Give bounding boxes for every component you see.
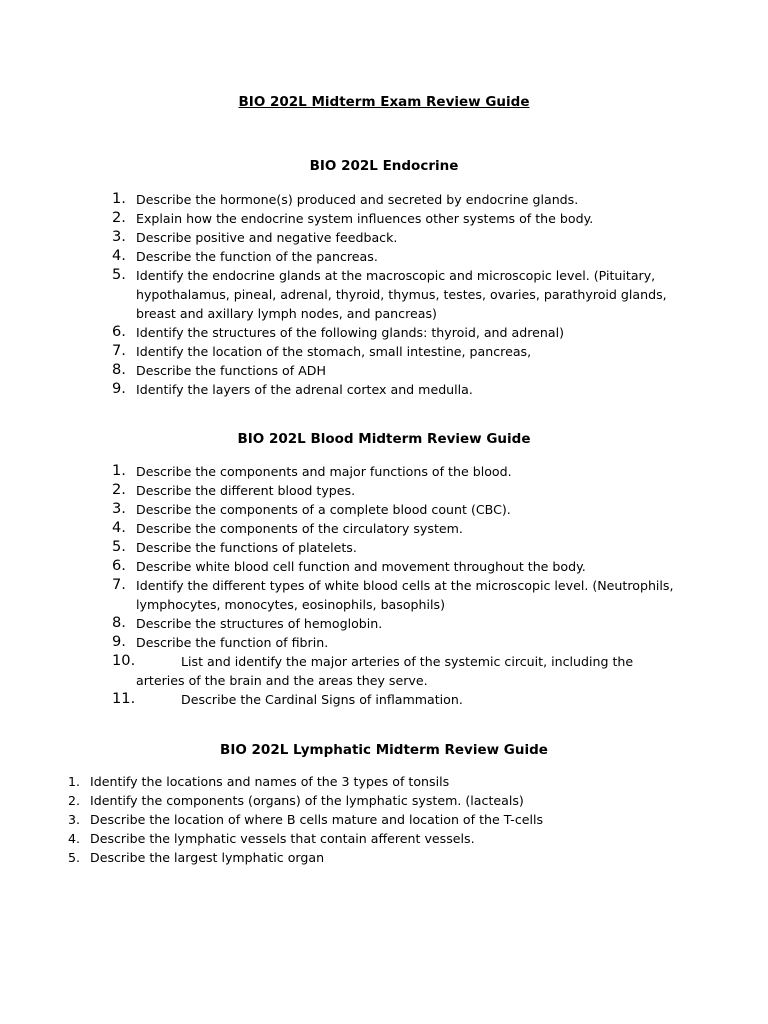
list-item [112, 342, 682, 361]
section-heading-blood: BIO 202L Blood Midterm Review Guide [237, 431, 531, 447]
item-number: 7. [112, 576, 126, 593]
item-text: Identify the endocrine glands at the macroscopic and microscopic level. (Pituitary, hypothalamus, pineal, adrenal, thyroid, thymus, testes, ovaries, parathyroid glands, breast and axillary lymph nodes, and pancreas) [136, 268, 667, 321]
item-text: Describe the structures of hemoglobin. [136, 616, 383, 631]
list-item [112, 633, 682, 652]
list-item [112, 576, 682, 614]
item-text: Identify the layers of the adrenal cortex and medulla. [136, 382, 473, 397]
item-number: 8. [112, 614, 126, 631]
item-number: 1. [68, 774, 81, 789]
list-item [112, 247, 682, 266]
item-number: 3. [112, 228, 126, 245]
endocrine-list [112, 190, 682, 399]
list-item [112, 209, 682, 228]
lymphatic-list [62, 772, 682, 867]
list-item [112, 228, 682, 247]
list-item [112, 557, 682, 576]
item-text: Explain how the endocrine system influences other systems of the body. [136, 211, 594, 226]
item-text: Describe the components and major functions of the blood. [136, 464, 512, 479]
list-item [62, 829, 682, 848]
item-number: 1. [112, 462, 126, 479]
list-item [112, 361, 682, 380]
item-text: Describe the components of a complete blood count (CBC). [136, 502, 511, 517]
item-text: Identify the different types of white blood cells at the microscopic level. (Neutrophils, lymphocytes, monocytes, eosinophils, basophils) [136, 578, 674, 612]
item-number: 4. [112, 247, 126, 264]
list-item [112, 500, 682, 519]
item-text: Describe the hormone(s) produced and secreted by endocrine glands. [136, 192, 579, 207]
item-text: Describe the components of the circulatory system. [136, 521, 463, 536]
item-text: Describe white blood cell function and movement throughout the body. [136, 559, 586, 574]
item-number: 5. [112, 266, 126, 283]
section-heading-lymphatic: BIO 202L Lymphatic Midterm Review Guide [220, 742, 548, 758]
item-text: Describe the lymphatic vessels that contain afferent vessels. [90, 831, 475, 846]
list-item [62, 848, 682, 867]
document-title: BIO 202L Midterm Exam Review Guide [238, 94, 530, 110]
item-number: 7. [112, 342, 126, 359]
item-number: 8. [112, 361, 126, 378]
list-item [112, 462, 682, 481]
list-item [112, 266, 682, 323]
item-text: Describe the functions of ADH [136, 363, 326, 378]
item-text: Identify the components (organs) of the lymphatic system. (lacteals) [90, 793, 524, 808]
item-number: 10. [112, 652, 136, 669]
item-number: 3. [68, 812, 81, 827]
item-number: 5. [112, 538, 126, 555]
item-text: Describe the largest lymphatic organ [90, 850, 325, 865]
item-text: Describe positive and negative feedback. [136, 230, 398, 245]
item-text: List and identify the major arteries of the systemic circuit, including the arteries of the brain and the areas they serve. [136, 654, 634, 688]
item-number: 11. [112, 690, 136, 707]
list-item [62, 772, 682, 791]
item-number: 1. [112, 190, 126, 207]
item-number: 4. [68, 831, 81, 846]
item-text: Describe the functions of platelets. [136, 540, 357, 555]
list-item [112, 323, 682, 342]
list-item [112, 538, 682, 557]
item-text: Identify the structures of the following glands: thyroid, and adrenal) [136, 325, 565, 340]
list-item [112, 481, 682, 500]
item-number: 6. [112, 323, 126, 340]
section-heading-endocrine: BIO 202L Endocrine [309, 158, 459, 174]
item-number: 3. [112, 500, 126, 517]
item-number: 6. [112, 557, 126, 574]
list-item [62, 791, 682, 810]
item-number: 2. [112, 481, 126, 498]
item-text: Describe the function of fibrin. [136, 635, 329, 650]
list-item [112, 690, 682, 709]
item-text: Identify the location of the stomach, small intestine, pancreas, [136, 344, 532, 359]
list-item [112, 652, 682, 690]
list-item [112, 614, 682, 633]
list-item [112, 519, 682, 538]
item-text: Describe the location of where B cells mature and location of the T-cells [90, 812, 544, 827]
item-text: Describe the function of the pancreas. [136, 249, 378, 264]
item-number: 2. [68, 793, 81, 808]
item-number: 4. [112, 519, 126, 536]
list-item [112, 190, 682, 209]
blood-list [112, 462, 682, 709]
item-number: 9. [112, 633, 126, 650]
item-text: Describe the different blood types. [136, 483, 356, 498]
item-text: Describe the Cardinal Signs of inflammation. [181, 692, 463, 707]
item-number: 2. [112, 209, 126, 226]
item-number: 5. [68, 850, 81, 865]
list-item [112, 380, 682, 399]
item-number: 9. [112, 380, 126, 397]
item-text: Identify the locations and names of the 3 types of tonsils [90, 774, 450, 789]
list-item [62, 810, 682, 829]
